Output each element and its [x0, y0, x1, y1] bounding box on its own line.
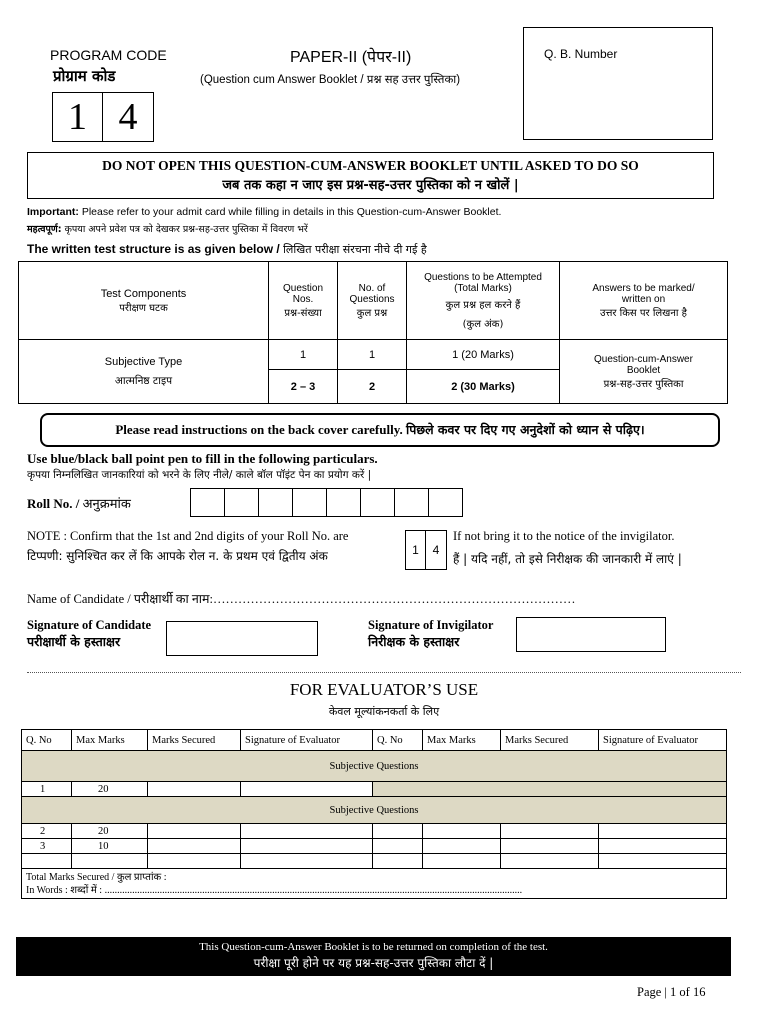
- structure-col-answer: [560, 262, 728, 340]
- structure-count: 1: [338, 340, 407, 370]
- qb-number-box: [523, 27, 713, 140]
- eval-cell[interactable]: [72, 854, 148, 869]
- candidate-name-dots: ……………………………………………………………………………: [213, 592, 576, 606]
- roll-label: [27, 494, 131, 512]
- note-en: NOTE : Confirm that the 1st and 2nd digits of your Roll No. are: [27, 529, 349, 543]
- col-hi2: (कुल अंक): [462, 318, 504, 330]
- eval-total-cell[interactable]: [22, 869, 727, 899]
- roll-label-hi: अनुक्रमांक: [82, 497, 131, 512]
- program-code-label: PROGRAM CODE: [50, 47, 167, 63]
- col-en: Questions to be Attempted (Total Marks): [424, 271, 542, 294]
- structure-col-qnos: [269, 262, 338, 340]
- roll-digit-box[interactable]: [293, 488, 327, 517]
- structure-col-count: [338, 262, 407, 340]
- sig-invigilator-en: Signature of Invigilator: [368, 618, 494, 632]
- eval-cell[interactable]: [423, 839, 501, 854]
- eval-qno: 1: [22, 782, 72, 797]
- sig-candidate-box[interactable]: [166, 621, 318, 656]
- eval-col-header: Max Marks: [423, 730, 501, 751]
- answer-on-hi: प्रश्न-सह-उत्तर पुस्तिका: [603, 378, 684, 390]
- eval-col-header: Signature of Evaluator: [599, 730, 727, 751]
- structure-answer-on: [560, 340, 728, 404]
- qb-number-label: Q. B. Number: [544, 47, 618, 61]
- note-hi: टिप्पणी: सुनिश्चित कर लें कि आपके रोल न. के प्रथम एवं द्वितीय अंक: [27, 549, 328, 563]
- eval-cell[interactable]: [423, 854, 501, 869]
- structure-col-components: [19, 262, 269, 340]
- eval-cell[interactable]: [501, 854, 599, 869]
- eval-qno: 3: [22, 839, 72, 854]
- eval-section-header: Subjective Questions: [22, 751, 727, 782]
- sig-candidate-hi: परीक्षार्थी के हस्ताक्षर: [27, 634, 121, 649]
- important-label-hi: महत्वपूर्ण:: [27, 224, 62, 235]
- candidate-name-label: [27, 590, 576, 607]
- eval-cell[interactable]: [241, 854, 373, 869]
- structure-table: [18, 261, 728, 404]
- structure-heading: [27, 242, 427, 257]
- structure-heading-hi: लिखित परीक्षा संरचना नीचे दी गई है: [283, 243, 427, 256]
- col-en: Answers to be marked/ written on: [592, 282, 695, 305]
- important-hi: [27, 222, 308, 235]
- eval-col-header: Q. No: [22, 730, 72, 751]
- col-hi: प्रश्न-संख्या: [284, 307, 322, 319]
- col-en: Question Nos.: [282, 282, 324, 305]
- structure-qnos: 2 – 3: [269, 370, 338, 404]
- evaluator-title: FOR EVALUATOR’S USE: [289, 680, 479, 699]
- col-hi: कुल प्रश्न हल करने हैं: [445, 299, 521, 311]
- page-number: Page | 1 of 16: [637, 985, 706, 999]
- roll-digit-box[interactable]: [190, 488, 225, 517]
- eval-cell[interactable]: [501, 839, 599, 854]
- sig-invigilator-hi: निरीक्षक के हस्ताक्षर: [368, 634, 460, 649]
- program-code-label-hi: प्रोग्राम कोड: [53, 67, 116, 85]
- program-code-digit: 4: [118, 96, 138, 138]
- pen-en: Use blue/black ball point pen to fill in the following particulars.: [27, 451, 378, 466]
- important-text: Please refer to your admit card while filling in details in this Question-cum-Answer Booklet.: [78, 206, 502, 218]
- col-hi: परीक्षण घटक: [119, 302, 168, 314]
- eval-words-label: In Words : शब्दों में : .......................................................................................................................................................................: [26, 884, 523, 896]
- warning-en: DO NOT OPEN THIS QUESTION-CUM-ANSWER BOOKLET UNTIL ASKED TO DO SO: [102, 158, 639, 173]
- structure-qnos: 1: [269, 340, 338, 370]
- eval-marks-cell[interactable]: [148, 839, 241, 854]
- paper-subtitle: (Question cum Answer Booklet / प्रश्न सह उत्तर पुस्तिका): [200, 74, 461, 86]
- candidate-name-text: Name of Candidate / परीक्षार्थी का नाम:: [27, 592, 213, 606]
- eval-cell[interactable]: [599, 839, 727, 854]
- eval-max: 20: [72, 824, 148, 839]
- sig-candidate-en: Signature of Candidate: [27, 618, 152, 632]
- col-hi: कुल प्रश्न: [356, 307, 388, 319]
- col-en: Test Components: [100, 287, 187, 300]
- footer-bar: [16, 937, 731, 976]
- eval-cell[interactable]: [373, 839, 423, 854]
- component-hi: आत्मनिष्ठ टाइप: [114, 374, 173, 387]
- component-en: Subjective Type: [104, 355, 183, 368]
- eval-sign-cell[interactable]: [241, 839, 373, 854]
- roll-digit-box[interactable]: [395, 488, 429, 517]
- structure-attempt: 1 (20 Marks): [407, 340, 560, 370]
- eval-cell[interactable]: [373, 824, 423, 839]
- program-code-digit: 1: [53, 93, 103, 141]
- roll-digit-box[interactable]: [361, 488, 395, 517]
- eval-max: 20: [72, 782, 148, 797]
- footer-hi: परीक्षा पूरी होने पर यह प्रश्न-सह-उत्तर पुस्तिका लौटा दें |: [253, 956, 494, 970]
- roll-digit-box[interactable]: [327, 488, 361, 517]
- note-digit: 4: [432, 543, 440, 557]
- eval-cell[interactable]: [148, 854, 241, 869]
- evaluator-table: [21, 729, 727, 899]
- eval-col-header: Max Marks: [72, 730, 148, 751]
- eval-cell[interactable]: [423, 824, 501, 839]
- col-en: No. of Questions: [349, 282, 395, 305]
- eval-col-header: Marks Secured: [501, 730, 599, 751]
- roll-digit-box[interactable]: [225, 488, 259, 517]
- note-digit: 1: [406, 531, 426, 569]
- notice-box: [40, 413, 720, 447]
- roll-number-boxes[interactable]: [190, 488, 463, 517]
- eval-cell[interactable]: [599, 824, 727, 839]
- answer-on-en: Question-cum-Answer Booklet: [594, 353, 693, 376]
- col-hi: उत्तर किस पर लिखना है: [600, 307, 687, 319]
- eval-max: 10: [72, 839, 148, 854]
- note-right-hi: हैं | यदि नहीं, तो इसे निरीक्षक की जानकारी में लाएं |: [453, 552, 682, 566]
- footer-en: This Question-cum-Answer Booklet is to be returned on completion of the test.: [199, 941, 548, 953]
- dotted-separator: [27, 672, 741, 673]
- eval-sign-cell[interactable]: [241, 782, 373, 797]
- structure-heading-en: The written test structure is as given below /: [27, 242, 284, 256]
- structure-component: [19, 340, 269, 404]
- important-en: [27, 206, 501, 218]
- important-text-hi: कृपया अपने प्रवेश पत्र को देखकर प्रश्न-सह-उत्तर पुस्तिका में विवरण भरें: [61, 224, 308, 235]
- roll-digit-box[interactable]: [259, 488, 293, 517]
- warning-hi: जब तक कहा न जाए इस प्रश्न-सह-उत्तर पुस्तिका को न खोलें |: [222, 178, 519, 193]
- eval-empty-shaded: [373, 782, 727, 797]
- evaluator-title-hi: केवल मूल्यांकनकर्ता के लिए: [328, 705, 440, 718]
- note-right-en: If not bring it to the notice of the invigilator.: [453, 529, 675, 543]
- eval-total-label: Total Marks Secured / कुल प्राप्तांक :: [26, 871, 167, 883]
- paper-title: PAPER-II (पेपर-II): [290, 49, 412, 66]
- eval-col-header: Signature of Evaluator: [241, 730, 373, 751]
- notice-en: Please read instructions on the back cover carefully.: [115, 422, 406, 437]
- important-label: Important:: [27, 206, 79, 218]
- warning-box: [27, 152, 714, 199]
- eval-qno: 2: [22, 824, 72, 839]
- structure-count: 2: [338, 370, 407, 404]
- pen-hi: कृपया निम्नलिखित जानकारियां को भरने के लिए नीले/ काले बॉल पॉइंट पेन का प्रयोग करें |: [27, 469, 372, 481]
- roll-label-en: Roll No. /: [27, 496, 83, 511]
- program-code-box: [52, 92, 154, 142]
- eval-col-header: Q. No: [373, 730, 423, 751]
- eval-section-header: Subjective Questions: [22, 797, 727, 824]
- eval-marks-cell[interactable]: [148, 782, 241, 797]
- notice-hi: पिछले कवर पर दिए गए अनुदेशों को ध्यान से पढ़िए।: [406, 422, 645, 437]
- eval-cell[interactable]: [599, 854, 727, 869]
- eval-cell[interactable]: [373, 854, 423, 869]
- eval-marks-cell[interactable]: [148, 824, 241, 839]
- roll-digit-box[interactable]: [429, 488, 463, 517]
- note-digits-box: [405, 530, 447, 570]
- structure-attempt: 2 (30 Marks): [407, 370, 560, 404]
- sig-invigilator-box[interactable]: [516, 617, 666, 652]
- eval-cell[interactable]: [501, 824, 599, 839]
- eval-sign-cell[interactable]: [241, 824, 373, 839]
- structure-col-attempt: [407, 262, 560, 340]
- eval-col-header: Marks Secured: [148, 730, 241, 751]
- eval-cell[interactable]: [22, 854, 72, 869]
